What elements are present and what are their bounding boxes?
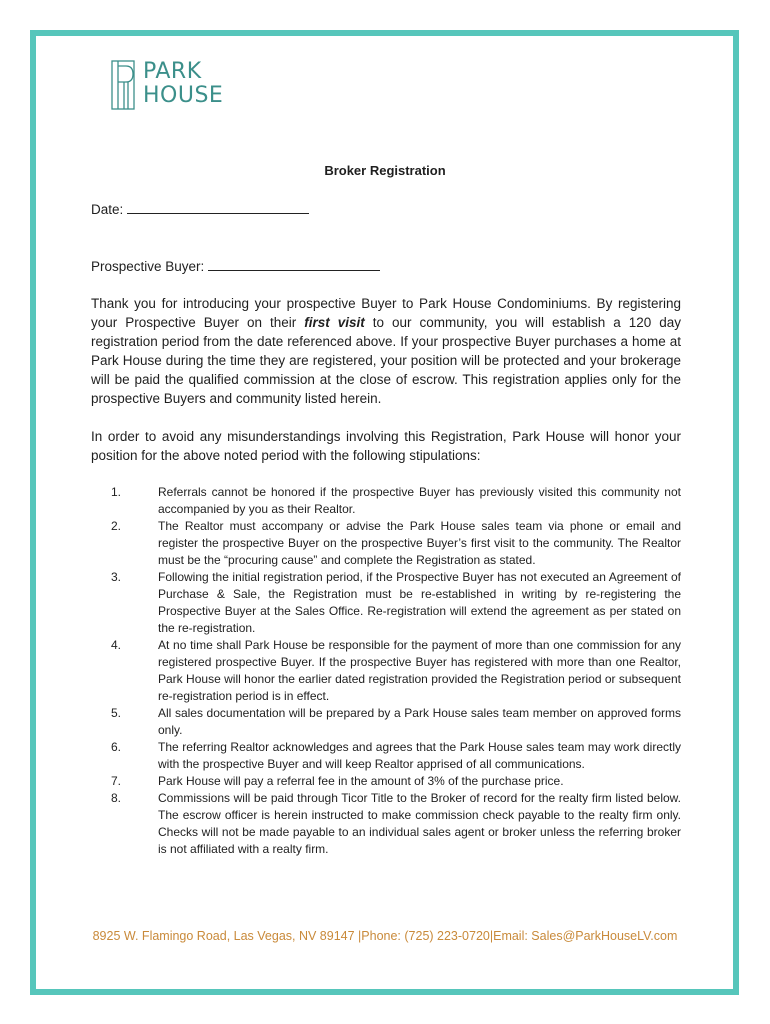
first-visit-emphasis: first visit: [304, 315, 365, 330]
list-item: 1. Referrals cannot be honored if the prospective Buyer has previously visited this community not accompanied by you as their Realtor.: [111, 485, 681, 516]
intro-paragraph: Thank you for introducing your prospective Buyer to Park House Condominiums. By registering your Prospective Buyer on their first visit to our community, you will establish a 120 day registration period from the date referenced above. If your prospective Buyer purchases a home at Park House during the time they are registered, your position will be protected and your brokerage will be paid the qualified commission at the close of escrow. This registration applies only for the prospective Buyers and community listed herein.: [91, 296, 681, 406]
buyer-blank-line[interactable]: [208, 258, 380, 271]
logo-line-park: PARK: [143, 59, 202, 84]
park-house-logo: [111, 60, 246, 112]
list-item: 2. The Realtor must accompany or advise the Park House sales team via phone or email and register the prospective Buyer on the prospective Buyer’s first visit to the community. The Realtor must be the “procuring cause” and complete the Registration as stated.: [111, 519, 681, 567]
list-item: 6. The referring Realtor acknowledges and agrees that the Park House sales team may work directly with the prospective Buyer and will keep Realtor apprised of all communications.: [111, 740, 681, 771]
footer-contact: 8925 W. Flamingo Road, Las Vegas, NV 89147 |Phone: (725) 223-0720|Email: Sales@ParkHouseLV.com: [92, 929, 678, 943]
list-item: 3. Following the initial registration period, if the Prospective Buyer has not executed an Agreement of Purchase & Sale, the Registration must be re-established in writing by re-registering the Prospective Buyer at the Sales Office. Re-registration will extend the agreement as per stated on the re-registration.: [111, 570, 681, 635]
list-item: 5. All sales documentation will be prepared by a Park House sales team member on approved forms only.: [111, 706, 681, 737]
stipulations-list: [91, 484, 681, 858]
document-title: Broker Registration: [324, 163, 446, 178]
stipulations-intro: In order to avoid any misunderstandings involving this Registration, Park House will honor your position for the above noted period with the following stipulations:: [91, 429, 681, 463]
date-label: Date:: [91, 202, 124, 217]
buyer-field: [91, 258, 380, 274]
date-field: [91, 201, 309, 217]
buyer-label: Prospective Buyer:: [91, 259, 205, 274]
list-item: 4. At no time shall Park House be responsible for the payment of more than one commission for any registered prospective Buyer. If the prospective Buyer has registered with more than one Realtor, Park House will honor the earlier dated registration provided the Registration period or subsequent re-registration period is in effect.: [111, 638, 681, 703]
logo-line-house: HOUSE: [143, 83, 224, 108]
list-item: 7. Park House will pay a referral fee in the amount of 3% of the purchase price.: [111, 774, 564, 788]
logo-mark-icon: [111, 60, 139, 110]
date-blank-line[interactable]: [127, 201, 309, 214]
list-item: 8. Commissions will be paid through Ticor Title to the Broker of record for the realty firm listed below. The escrow officer is herein instructed to make commission check payable to the realty firm only. Checks will not be made payable to an individual sales agent or broker unless the referring broker is not affiliated with a realty firm.: [111, 791, 681, 856]
